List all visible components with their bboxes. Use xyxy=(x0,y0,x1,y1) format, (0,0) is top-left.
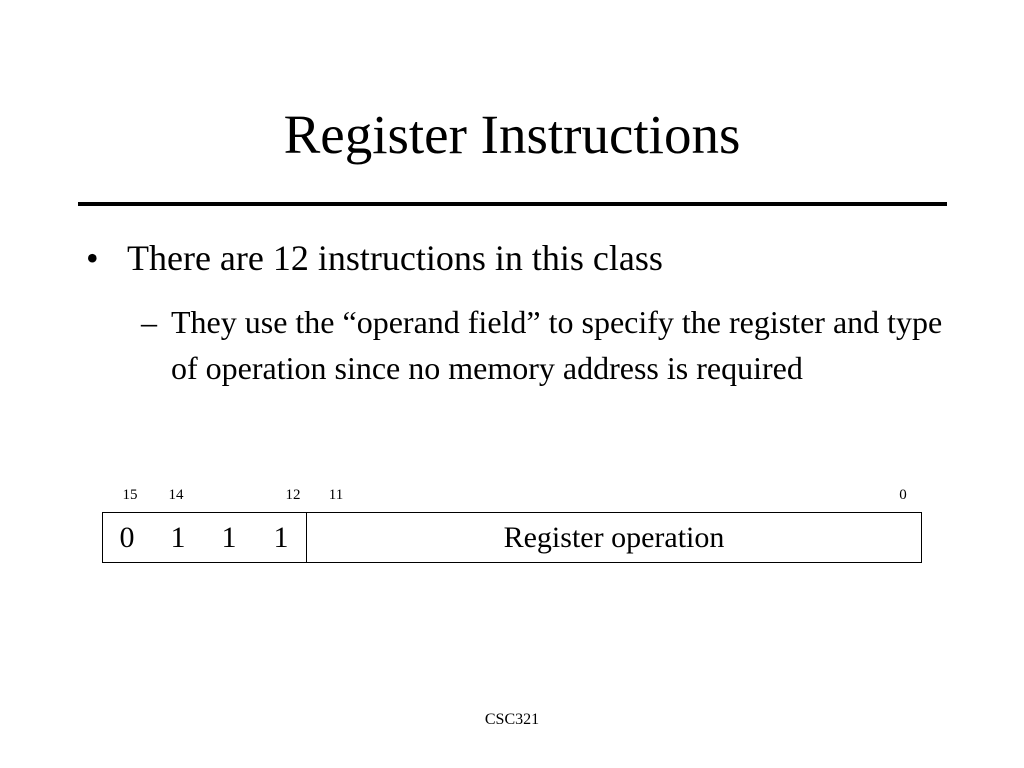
opcode-bit: 1 xyxy=(170,521,186,554)
bit-label-11: 11 xyxy=(328,487,344,503)
bit-label-15: 15 xyxy=(122,487,138,503)
slide-footer: CSC321 xyxy=(484,711,540,728)
bullet-marker: • xyxy=(86,238,99,278)
bit-label-0: 0 xyxy=(899,487,907,503)
sub-bullet-marker: – xyxy=(141,304,157,340)
bullet-text: There are 12 instructions in this class xyxy=(127,238,663,278)
bit-label-14: 14 xyxy=(168,487,184,503)
opcode-bit: 1 xyxy=(273,521,289,554)
sub-bullet-text: They use the “operand field” to specify the register and type of operation since no memory address is required xyxy=(171,304,943,386)
slide-title: Register Instructions xyxy=(283,104,741,165)
title-divider xyxy=(78,202,947,206)
opcode-bit: 1 xyxy=(221,521,237,554)
bit-label-12: 12 xyxy=(285,487,301,503)
opcode-bit: 0 xyxy=(119,521,135,554)
operand-field-label: Register operation xyxy=(503,521,725,554)
